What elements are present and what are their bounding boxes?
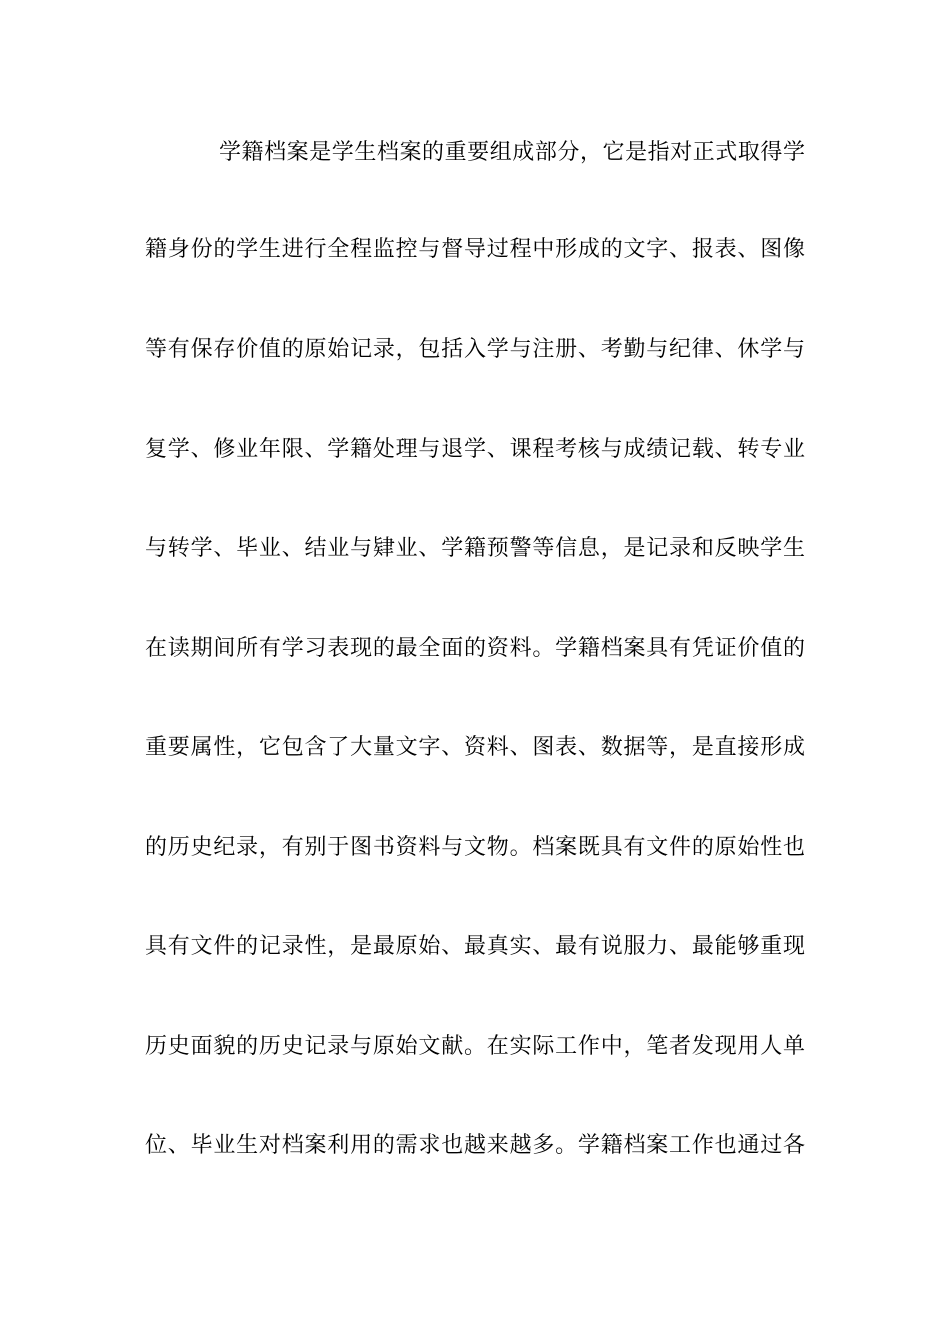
- paragraph-line-8: 的历史纪录，有别于图书资料与文物。档案既具有文件的原始性也: [145, 835, 805, 860]
- paragraph-line-11: 位、毕业生对档案利用的需求也越来越多。学籍档案工作也通过各: [145, 1133, 805, 1158]
- paragraph-line-2: 籍身份的学生进行全程监控与督导过程中形成的文字、报表、图像: [145, 237, 805, 262]
- paragraph-line-1: 学籍档案是学生档案的重要组成部分，它是指对正式取得学: [219, 140, 805, 165]
- paragraph-line-10: 历史面貌的历史记录与原始文献。在实际工作中，笔者发现用人单: [145, 1034, 805, 1059]
- paragraph-line-5: 与转学、毕业、结业与肄业、学籍预警等信息，是记录和反映学生: [145, 536, 805, 561]
- paragraph-line-3: 等有保存价值的原始记录，包括入学与注册、考勤与纪律、休学与: [145, 337, 805, 362]
- paragraph-line-9: 具有文件的记录性，是最原始、最真实、最有说服力、最能够重现: [145, 934, 805, 959]
- paragraph-line-7: 重要属性，它包含了大量文字、资料、图表、数据等，是直接形成: [145, 735, 805, 760]
- paragraph-line-4: 复学、修业年限、学籍处理与退学、课程考核与成绩记载、转专业: [145, 437, 805, 462]
- paragraph-line-6: 在读期间所有学习表现的最全面的资料。学籍档案具有凭证价值的: [145, 636, 805, 661]
